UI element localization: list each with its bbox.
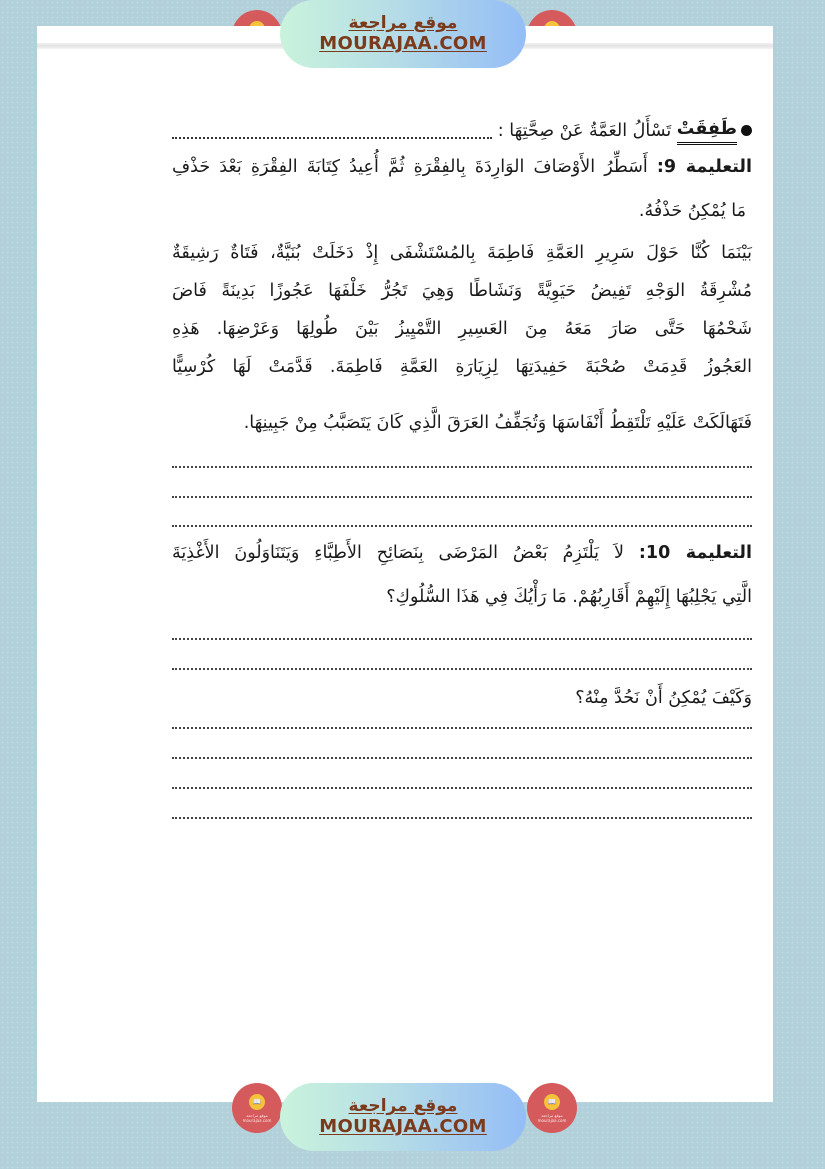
- instruction-10-line-2: [172, 584, 752, 610]
- paragraph-line: مُشْرِقَةُ الوَجْهِ تَفِيضُ حَيَوِيَّةً وَنَشَاطًا وَهِيَ تَجُرُّ خَلْفَهَا عَجُوزًا بَدِينَةً فَاضَ: [172, 281, 752, 301]
- answer-line[interactable]: [172, 466, 752, 468]
- prompt-text: تَسْأَلُ العَمَّةُ عَنْ صِحَّتِهَا :: [497, 120, 672, 141]
- answer-line[interactable]: [172, 525, 752, 527]
- book-icon: 📖: [249, 1094, 265, 1110]
- site-name-ar[interactable]: موقع مراجعة: [348, 1096, 458, 1116]
- answer-line[interactable]: [172, 787, 752, 789]
- instruction-9-line-2: [172, 198, 746, 224]
- brand-logo-right-bottom[interactable]: [527, 1083, 577, 1133]
- site-name-ar[interactable]: موقع مراجعة: [348, 13, 458, 33]
- answer-line[interactable]: [172, 496, 752, 498]
- logo-text-ar: موقع مراجعة: [246, 1112, 268, 1118]
- site-name-en[interactable]: MOURAJAA.COM: [319, 33, 487, 54]
- answer-line[interactable]: [172, 638, 752, 640]
- answer-line[interactable]: [172, 727, 752, 729]
- answer-line[interactable]: [172, 757, 752, 759]
- document-content: [172, 0, 752, 1169]
- paragraph-line: شَحْمُهَا حَتَّى صَارَ مَعَهُ مِنَ العَسِيرِ التَّمْيِيزُ بَيْنَ طُولِهَا وَعَرْضِهَا. هَذِهِ: [172, 319, 752, 339]
- instruction-10-text-1: لاَ يَلْتَزِمُ بَعْضُ المَرْضَى بِنَصَائِحِ الأَطِبَّاءِ وَيَتَنَاوَلُونَ الأَغْذِيَةَ: [172, 543, 624, 563]
- instruction-10-text-2: الَّتِي يَجْلِبُهَا إِلَيْهِمْ أَقَارِبُهُمْ. مَا رَأْيُكَ فِي هَذَا السُّلُوكِ؟: [386, 587, 752, 607]
- site-name-en[interactable]: MOURAJAA.COM: [319, 1116, 487, 1137]
- instruction-10-line-1: [172, 540, 752, 566]
- instruction-9-label: التعليمة 9:: [656, 157, 752, 177]
- bullet-icon: [741, 125, 752, 136]
- prompt-line: [172, 116, 752, 145]
- answer-dots-inline[interactable]: [172, 137, 492, 139]
- instruction-9-line-1: [172, 154, 752, 180]
- brand-logo-left-bottom[interactable]: [232, 1083, 282, 1133]
- instruction-10-label: التعليمة 10:: [638, 543, 752, 563]
- paragraph-line: العَجُوزُ قَدِمَتْ صُحْبَةَ حَفِيدَتِهَا لِزِيَارَةِ العَمَّةِ فَاطِمَةَ. قَدَّمَتْ لَهَا كُرْسِيًّا: [172, 357, 752, 377]
- paragraph-line: بَيْنَمَا كُنَّا حَوْلَ سَرِيرِ العَمَّةِ فَاطِمَةَ بِالمُسْتَشْفَى إِذْ دَخَلَتْ بُنَيَّةٌ، فَتَاةٌ رَشِيقَةٌ: [172, 243, 752, 263]
- logo-text-en: mourajaa.com: [537, 1117, 567, 1123]
- answer-line[interactable]: [172, 817, 752, 819]
- instruction-9-text-1: أَسَطِّرُ الأَوْصَافَ الوَارِدَةَ بِالفِقْرَةِ ثُمَّ أُعِيدُ كِتَابَةَ الفِقْرَةِ بَعْدَ حَذْفِ: [172, 157, 648, 177]
- follow-up-question: وَكَيْفَ يُمْكِنُ أَنْ نَحُدَّ مِنْهُ؟: [575, 688, 752, 708]
- paragraph-line: فَتَهَالَكَتْ عَلَيْهِ تَلْتَقِطُ أَنْفَاسَهَا وَتُجَفِّفُ العَرَقَ الَّذِي كَانَ يَتَصَبَّبُ مِنْ جَبِينِهَا.: [243, 413, 752, 433]
- logo-text-en: mourajaa.com: [242, 1117, 272, 1123]
- brand-banner-bottom[interactable]: [280, 1083, 526, 1151]
- answer-line[interactable]: [172, 668, 752, 670]
- instruction-9-text-2: مَا يُمْكِنُ حَذْفُهُ.: [638, 201, 746, 221]
- highlighted-word: طَفِقَتْ: [677, 116, 737, 145]
- logo-text-ar: موقع مراجعة: [541, 1112, 563, 1118]
- book-icon: 📖: [544, 1094, 560, 1110]
